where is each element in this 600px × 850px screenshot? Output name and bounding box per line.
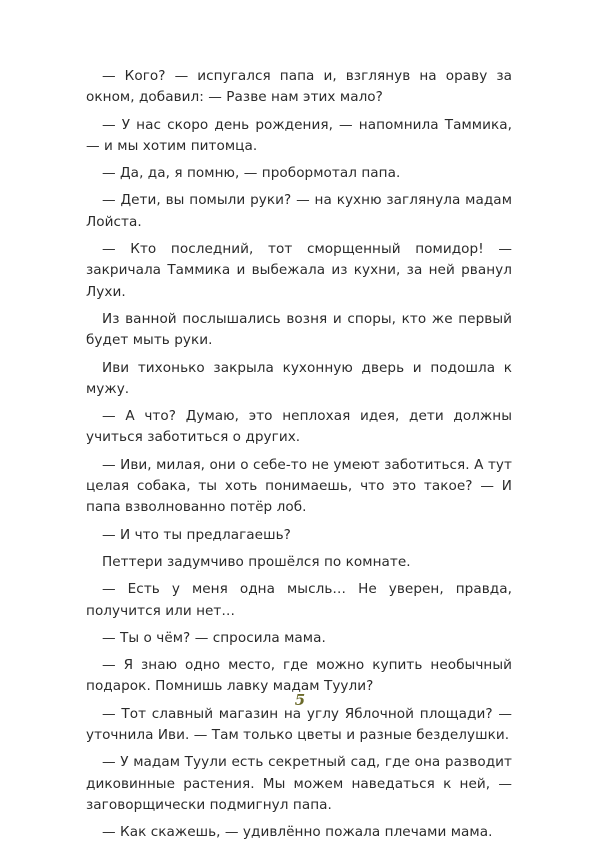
paragraph: — Кого? — испугался папа и, взглянув на ораву за окном, добавил: — Разве нам этих мало? (86, 68, 512, 106)
paragraph: — У нас скоро день рождения, — напомнила Таммика, — и мы хотим питомца. (86, 116, 512, 154)
paragraph: Петтери задумчиво прошёлся по комнате. (102, 553, 411, 570)
page-number: 5 (294, 691, 306, 709)
paragraph: — Дети, вы помыли руки? — на кухню заглянула мадам Лойста. (86, 192, 512, 230)
paragraph: — А что? Думаю, это неплохая идея, дети должны учиться заботиться о других. (86, 408, 512, 446)
paragraph: — Кто последний, тот сморщенный помидор! — закричала Таммика и выбежала из кухни, за ней рванул Лухи. (86, 241, 512, 300)
paragraph: — Есть у меня одна мысль… Не уверен, правда, получится или нет… (86, 581, 512, 619)
paragraph: — Как скажешь, — удивлённо пожала плечами мама. (102, 824, 493, 841)
paragraph: — Тот славный магазин на углу Яблочной площади? — уточнила Иви. — Там только цветы и разные безделушки. (86, 705, 512, 744)
paragraph: — Да, да, я помню, — пробормотал папа. (102, 165, 401, 182)
paragraph: Из ванной послышались возня и споры, кто же первый будет мыть руки. (86, 310, 512, 349)
book-page-text (86, 66, 512, 850)
paragraph: Иви тихонько закрыла кухонную дверь и подошла к мужу. (86, 359, 512, 397)
paragraph: — Я знаю одно место, где можно купить необычный подарок. Помнишь лавку мадам Туули? (86, 657, 512, 695)
paragraph: — Иви, милая, они о себе-то не умеют заботиться. А тут целая собака, ты хоть понимаешь, что это такое? — И папа взволнованно потёр лоб. (86, 456, 512, 516)
paragraph: — Ты о чём? — спросила мама. (102, 629, 326, 646)
paragraph: — У мадам Туули есть секретный сад, где она разводит диковинные растения. Мы можем наведаться к ней, — заговорщически подмигнул папа. (86, 754, 512, 813)
paragraph: — И что ты предлагаешь? (102, 526, 291, 543)
